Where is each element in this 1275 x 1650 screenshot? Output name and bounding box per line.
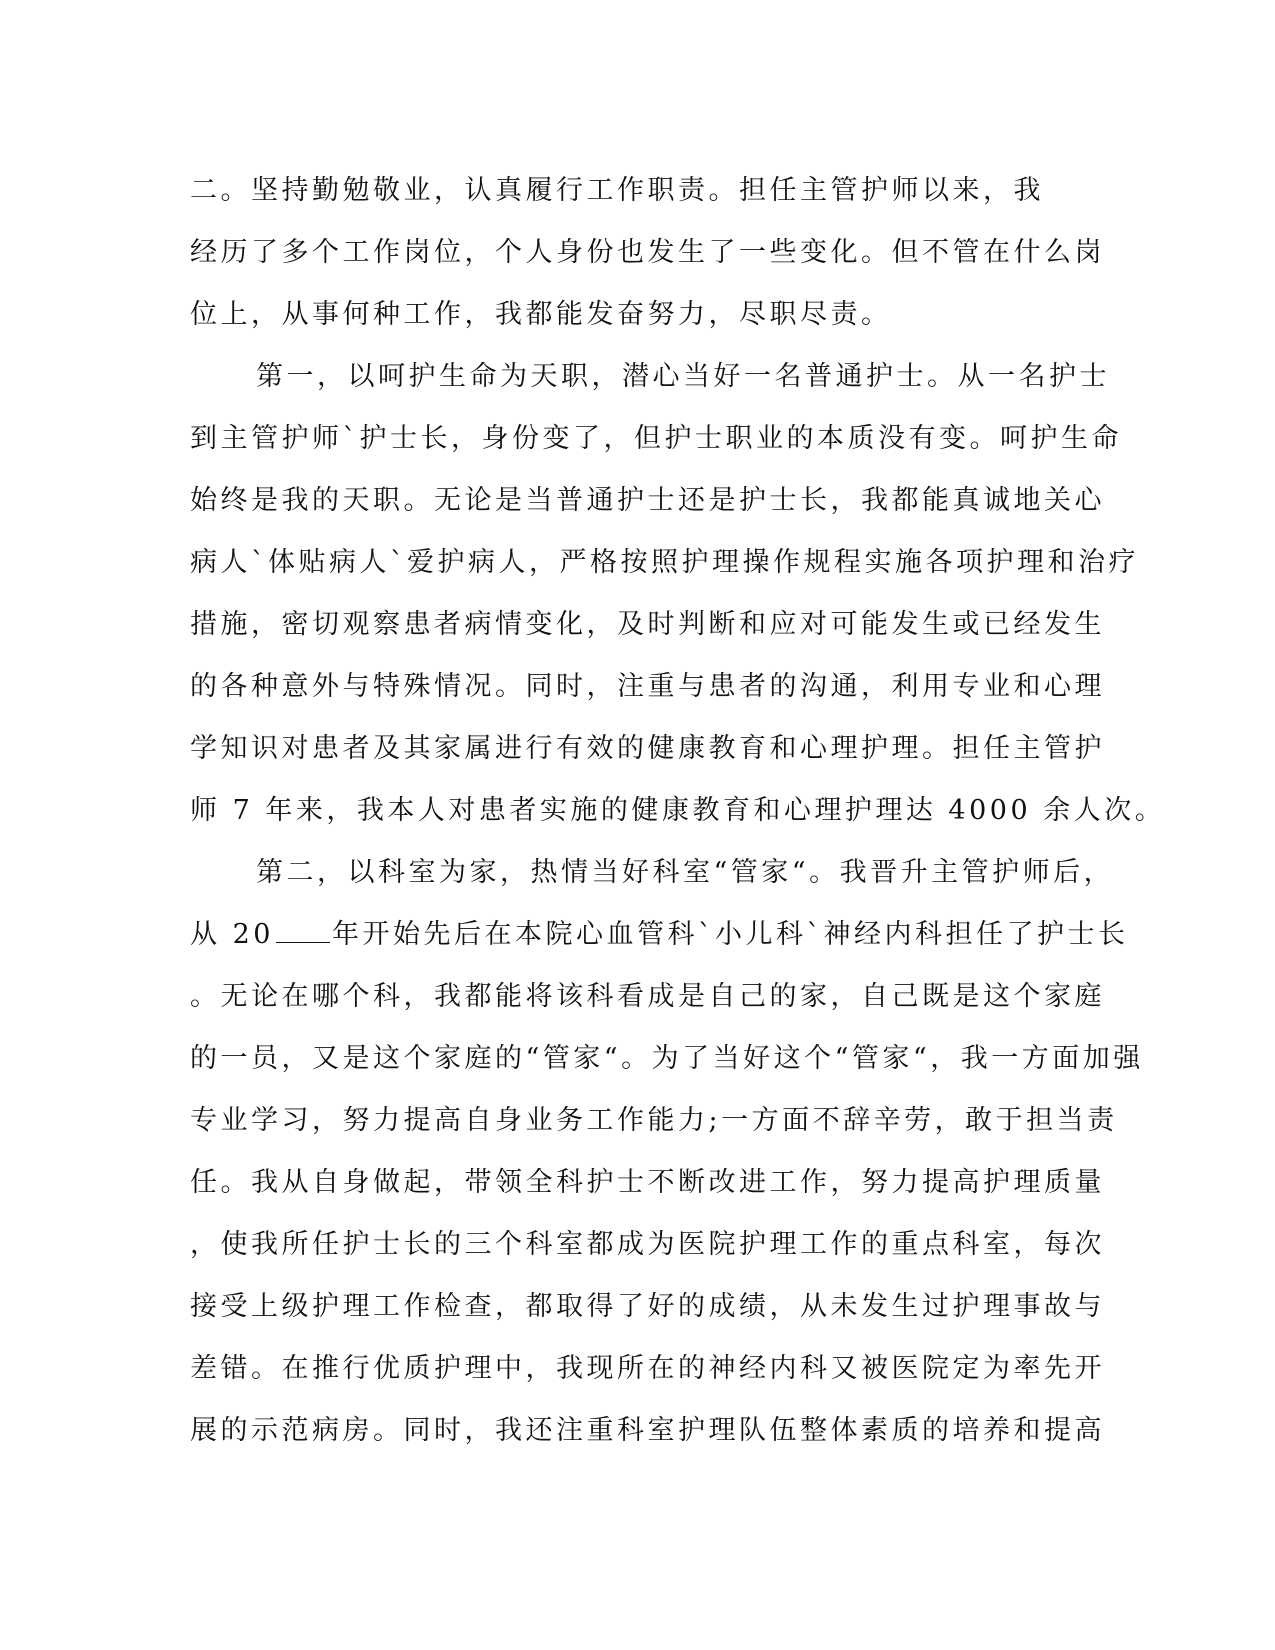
text-line-20: 差错。在推行优质护理中，我现所在的神经内科又被医院定为率先开 [190,1353,1105,1384]
text-line-12: 第二，以科室为家，热情当好科室“管家“。我晋升主管护师后， [256,857,1115,888]
text-line-19: 接受上级护理工作检查，都取得了好的成绩，从未发生过护理事故与 [190,1291,1105,1322]
text-line-1: 二。坚持勤勉敬业，认真履行工作职责。担任主管护师以来，我 [190,175,1044,206]
text-line-4: 第一，以呵护生命为天职，潜心当好一名普通护士。从一名护士 [256,361,1110,392]
blank-underline [276,922,330,943]
text-line-13-after: 年开始先后在本院心血管科`小儿科`神经内科担任了护士长 [331,919,1129,950]
text-line-9: 的各种意外与特殊情况。同时，注重与患者的沟通，利用专业和心理 [190,671,1105,702]
text-line-15: 的一员，又是这个家庭的“管家“。为了当好这个“管家“，我一方面加强 [190,1043,1144,1074]
document-body [190,160,1166,1462]
text-line-17: 任。我从自身做起，带领全科护士不断改进工作，努力提高护理质量 [190,1167,1105,1198]
text-line-13 [190,904,1129,966]
text-line-16: 专业学习，努力提高自身业务工作能力;一方面不辞辛劳，敢于担当责 [190,1105,1118,1136]
text-line-6: 始终是我的天职。无论是当普通护士还是护士长，我都能真诚地关心 [190,485,1105,516]
text-line-8: 措施，密切观察患者病情变化，及时判断和应对可能发生或已经发生 [190,609,1105,640]
text-line-14: 。无论在哪个科，我都能将该科看成是自己的家，自己既是这个家庭 [190,981,1105,1012]
text-line-18: ，使我所任护士长的三个科室都成为医院护理工作的重点科室，每次 [190,1229,1105,1260]
text-line-10: 学知识对患者及其家属进行有效的健康教育和心理护理。担任主管护 [190,733,1105,764]
text-line-7: 病人`体贴病人`爱护病人，严格按照护理操作规程实施各项护理和治疗 [190,547,1139,578]
text-line-11: 师 7 年来，我本人对患者实施的健康教育和心理护理达 4000 余人次。 [190,795,1166,826]
text-line-2: 经历了多个工作岗位，个人身份也发生了一些变化。但不管在什么岗 [190,237,1105,268]
text-line-13-before: 从 20 [190,919,274,950]
text-line-3: 位上，从事何种工作，我都能发奋努力，尽职尽责。 [190,299,892,330]
text-line-21: 展的示范病房。同时，我还注重科室护理队伍整体素质的培养和提高 [190,1415,1105,1446]
text-line-5: 到主管护师`护士长，身份变了，但护士职业的本质没有变。呵护生命 [190,423,1122,454]
